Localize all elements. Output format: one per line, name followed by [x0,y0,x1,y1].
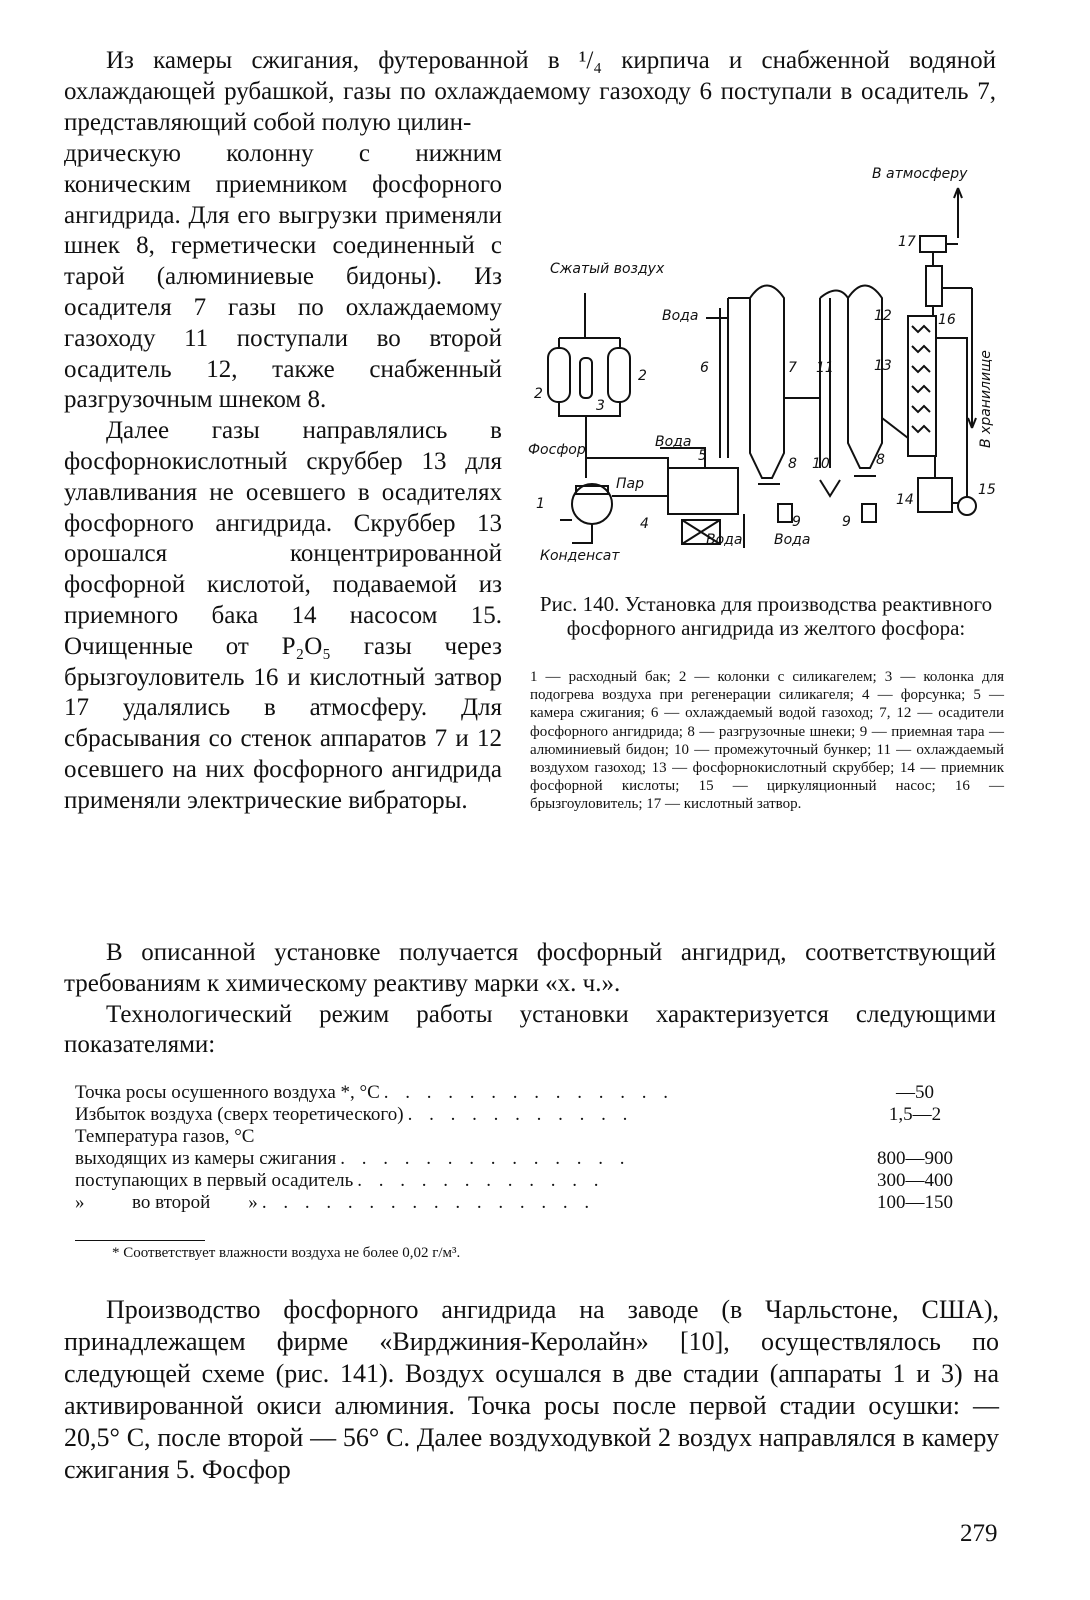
label-compressed-air: Сжатый воздух [550,261,665,277]
num-12: 12 [874,308,892,324]
table-row: Избыток воздуха (сверх теоретического) . . . . . . . . . . . 1,5—2 [75,1104,985,1126]
param-label: Избыток воздуха (сверх теоретического) [75,1104,408,1125]
num-11: 11 [816,360,834,376]
num-8b: 8 [876,452,885,468]
num-17: 17 [898,234,916,250]
footnote: * Соответствует влажности воздуха не более 0,02 г/м³. [112,1245,461,1261]
figure-caption: Рис. 140. Установка для производства реактивного фосфорного ангидрида из желтого фосфора: [539,592,993,640]
param-label: » во второй » [75,1192,262,1213]
param-value [845,1126,985,1148]
param-value: 300—400 [877,1170,953,1191]
param-label: Температура газов, °C [75,1126,258,1147]
label-water-2: Вода [655,434,692,450]
table-row: Точка росы осушенного воздуха *, °C . . . . . . . . . . . . . . —50 [75,1082,985,1104]
paragraph-3: В описанной установке получается фосфорный ангидрид, соответствующий требованиям к химическому реактиву марки «х. ч.». [64,939,996,997]
table-row: » во второй » . . . . . . . . . . . . . . . . 100—150 [75,1192,985,1214]
footnote-divider [75,1240,205,1241]
table-row: поступающих в первый осадитель . . . . . . . . . . . . 300—400 [75,1170,985,1192]
left-column [64,139,502,817]
num-15: 15 [978,482,996,498]
num-9a: 9 [792,514,801,530]
num-9b: 9 [842,514,851,530]
label-phosphor: Фосфор [528,442,586,458]
paragraph-1: Из камеры сжигания, футерованной в ¹/₄ кирпича и снабженной водяной охлаждающей рубашкой, газы по охлаждаемому газоходу 6 поступали в осадитель 7, представляющий собой полую цилин- [64,47,996,136]
figure-140-diagram [520,148,1010,588]
parameters-table [75,1082,985,1214]
param-value: 800—900 [877,1148,953,1169]
param-value: 100—150 [877,1192,953,1213]
paragraph-last: Производство фосфорного ангидрида на заводе (в Чарльстоне, США), принадлежащем фирме «Вирджиния-Керолайн» [10], осуществлялось по следующей схеме (рис. 141). Воздух осушался в две стадии (аппараты 1 и 3) на активированной окиси алюминия. Точка росы после первой стадии осушки: — 20,5° C, после второй — 56° C. Далее воздуходувкой 2 воздух направлялся в камеру сжигания 5. Фосфор [64,1295,999,1484]
label-storage: В хранилище [978,350,994,448]
num-3: 3 [596,398,605,414]
num-2a: 2 [534,386,543,402]
paragraph-2: Далее газы направлялись в фосфорнокислотный скруббер 13 для улавливания не осевшего в осадителях фосфорного ангидрида. Скруббер 13 орошался концентрированной фосфорной кислотой, подаваемой из приемного бака 14 насосом 15. Очищенные от P₂O₅ газы через брызгоуловитель 16 и кислотный затвор 17 удалялись в атмосферу. Для сбрасывания со стенок аппаратов 7 и 12 осевшего на них фосфорного ангидрида применяли электрические вибраторы. [64,417,502,814]
num-6: 6 [700,360,709,376]
paragraph-1-continued: дрическую колонну с нижним коническим приемником фосфорного ангидрида. Для его выгрузки применяли шнек 8, герметически соединенный с тарой (алюминиевые бидоны). Из осадителя 7 газы по охлаждаемому газоходу 11 поступали во второй осадитель 12, также снабженный разгрузочным шнеком 8. [64,140,502,414]
label-condensate: Конденсат [540,548,620,564]
num-10: 10 [812,456,830,472]
param-value: 1,5—2 [888,1104,942,1125]
label-steam: Пар [616,476,644,492]
param-label: поступающих в первый осадитель [75,1170,357,1191]
figure-legend: 1 — расходный бак; 2 — колонки с силикагелем; 3 — колонка для подогрева воздуха при регенерации силикагеля; 4 — форсунка; 5 — камера сжигания; 6 — охлаждаемый водой газоход; 7, 12 — осадители фосфорного ангидрида; 8 — разгрузочные шнеки; 9 — приемная тара — алюминиевый бидон; 10 — промежуточный бункер; 11 — охлаждаемый воздухом газоход; 13 — фосфорнокислотный скруббер; 14 — приемник фосфорной кислоты; 15 — циркуляционный насос; 16 — брызгоуловитель; 17 — кислотный затвор. [530,669,1004,813]
label-atmosphere: В атмосферу [872,166,968,182]
param-label: Точка росы осушенного воздуха *, °C [75,1082,384,1103]
label-water-4: Вода [774,532,811,548]
text-after-figure [64,938,996,1061]
label-water-3: Вода [706,532,743,548]
param-value: —50 [896,1082,934,1103]
num-7: 7 [788,360,797,376]
num-14: 14 [896,492,914,508]
num-2b: 2 [638,368,647,384]
page-number: 279 [960,1520,998,1547]
table-row: выходящих из камеры сжигания . . . . . . . . . . . . . . 800—900 [75,1148,985,1170]
num-8a: 8 [788,456,797,472]
param-label: выходящих из камеры сжигания [75,1148,340,1169]
paragraph-4: Технологический режим работы установки характеризуется следующими показателями: [64,1000,996,1059]
table-row [75,1126,985,1148]
num-13: 13 [874,358,892,374]
num-4: 4 [640,516,649,532]
label-water-1: Вода [662,308,699,324]
num-5: 5 [698,448,707,464]
num-16: 16 [938,312,956,328]
num-1: 1 [536,496,545,512]
paragraph-last-wrap [64,1294,999,1486]
paragraph-intro [64,46,996,138]
